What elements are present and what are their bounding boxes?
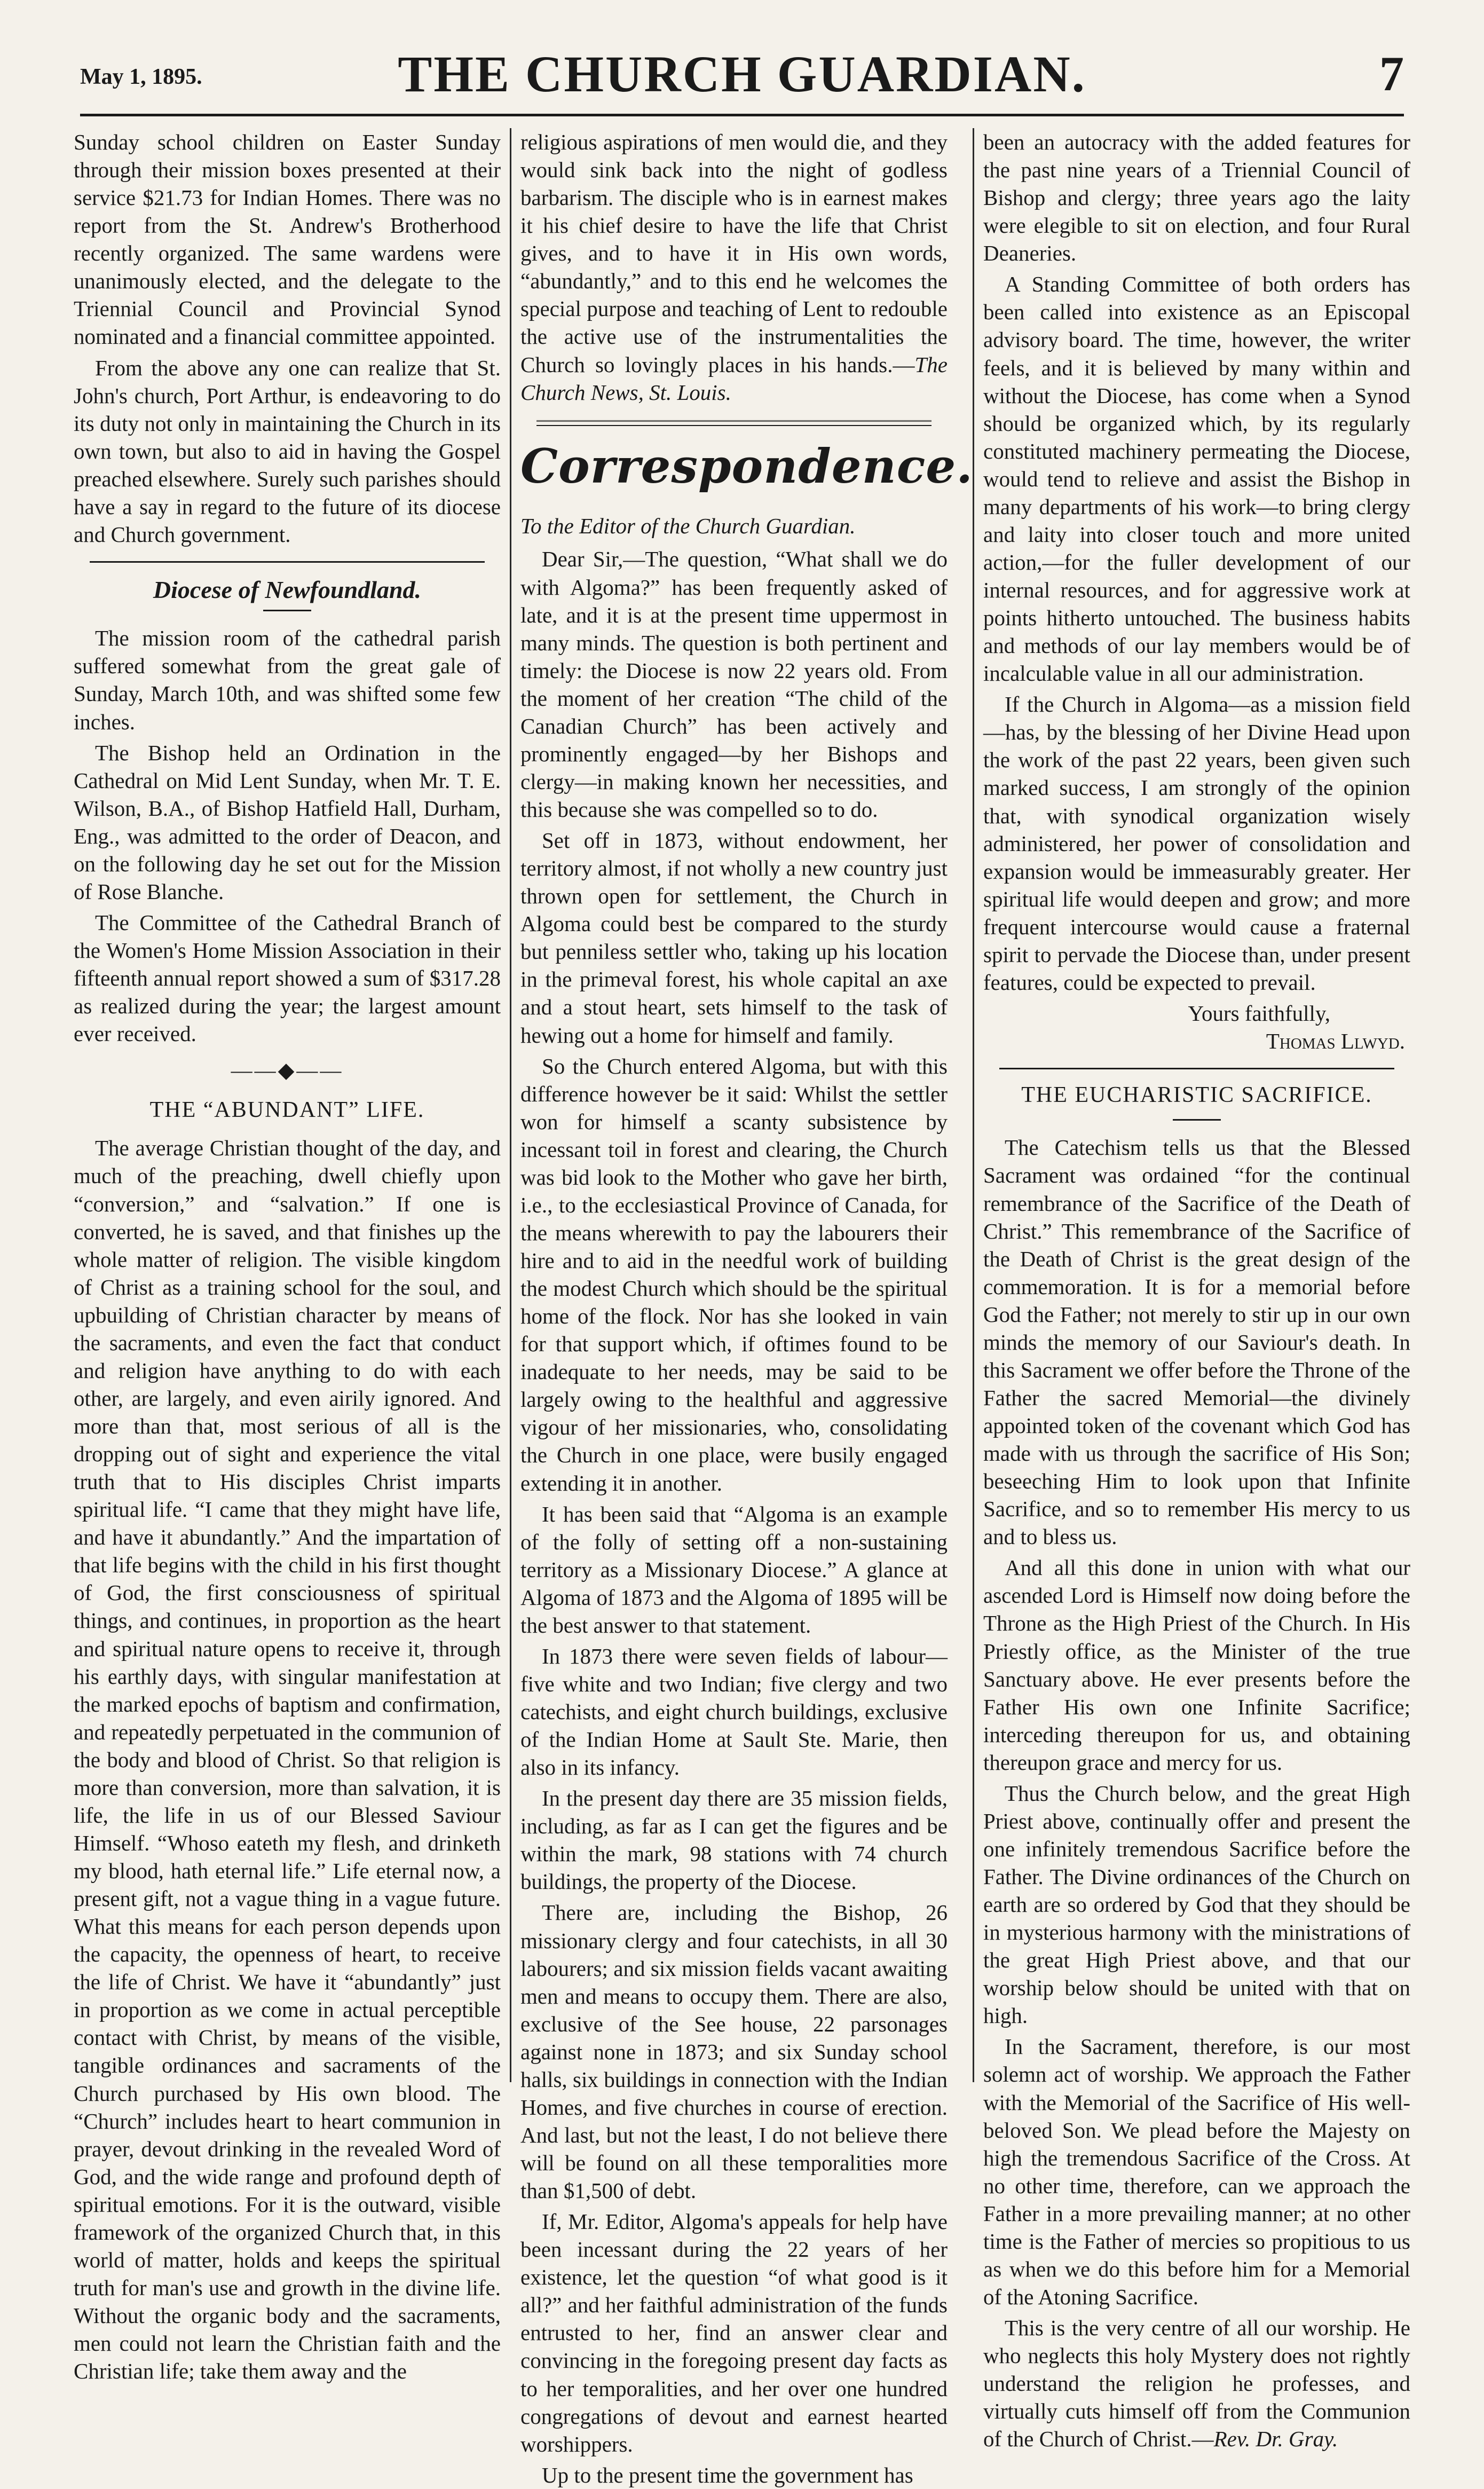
paragraph: In the Sacrament, therefore, is our most solemn act of worship. We approach the Father with the Memorial of the Sacrifice of His well-beloved Son. We plead before the Majesty on high the tremendous Sacrifice of the Cross. At no other time, therefore, can we approach the Father in a more prevailing manner; at no other time is the Father of mercies so propitious to us as when we do this before him for a Memorial of the Atoning Sacrifice.	[983, 2034, 1410, 2309]
source-attribution: The Church News, St. Louis.	[520, 352, 948, 405]
section-title-newfoundland: Diocese of Newfoundland.	[153, 576, 422, 603]
section-title-correspondence: Correspondence.	[520, 438, 973, 494]
paragraph: The Bishop held an Ordination in the Cathedral on Mid Lent Sunday, when Mr. T. E. Wilson, B.A., of Bishop Hatfield Hall, Durham, Eng., was admitted to the order of Deacon, and on the following day he set out for the Mission of Rose Blanche.	[74, 740, 501, 904]
section-rule	[90, 561, 485, 563]
column-2	[520, 128, 973, 2487]
paragraph: In the present day there are 35 mission fields, including, as far as I can get the figures and be within the mark, 98 stations with 74 church buildings, the property of the Diocese.	[520, 1786, 948, 1894]
paragraph	[520, 128, 948, 406]
paragraph: There are, including the Bishop, 26 missionary clergy and four catechists, in all 30 labourers; and six mission fields vacant awaiting men and means to occupy them. There are also, exclusive of the See house, 22 parsonages against none in 1873; and six Sunday school halls, six buildings in connection with the Indian Homes, and five churches in course of erection. And last, but not the least, I do not believe there will be found on all these temporalities more than $1,500 of debt.	[520, 1900, 948, 2203]
column-divider	[973, 128, 974, 2082]
paragraph: In 1873 there were seven fields of labour—five white and two Indian; five clergy and two catechists, and eight church buildings, exclusive of the Indian Home at Sault Ste. Marie, then also in its infancy.	[520, 1643, 948, 1780]
letter-signature: Thomas Llwyd.	[1266, 1029, 1405, 1053]
editor-address: To the Editor of the Church Guardian.	[520, 514, 856, 539]
paragraph: If the Church in Algoma—as a mission field—has, by the blessing of her Divine Head upon the work of the past 22 years, been given such marked success, I am strongly of the opinion that, with synodical organization wisely administered, her power of consolidation and expansion would be immeasurably greater. Her spiritual life would deepen and grow; and more frequent intercourse would cause a fraternal spirit to pervade the Diocese than, under present features, could be expected to prevail.	[983, 692, 1410, 995]
page-number: 7	[1379, 46, 1404, 101]
paragraph: And all this done in union with what our ascended Lord is Himself now doing before the Throne as the High Priest of the Church. In His Priestly office, as the Minister of the true Sanctuary above. He ever presents before the Father His own one Infinite Sacrifice; interceding thereupon for us, and obtaining thereupon grace and mercy for us.	[983, 1555, 1410, 1775]
paragraph: The Committee of the Cathedral Branch of the Women's Home Mission Association in their fifteenth annual report showed a sum of $317.28 as realized during the year; the largest amount ever received.	[74, 910, 501, 1046]
section-title-abundant-life: THE “ABUNDANT” LIFE.	[149, 1098, 425, 1123]
short-rule	[1173, 1119, 1221, 1121]
paragraph: Thus the Church below, and the great High Priest above, continually offer and present the one infinitely tremendous Sacrifice before the Father. The Divine ordinances of the Church on earth are so ordered by God that they should be in mysterious harmony with the ministrations of the great High Priest above, and that our worship below should be united with that on high.	[983, 1781, 1410, 2028]
paragraph: been an autocracy with the added features for the past nine years of a Triennial Council of Bishop and clergy; three years ago the laity were elegible to sit on election, and four Rural Deaneries.	[983, 130, 1410, 266]
paragraph: From the above any one can realize that St. John's church, Port Arthur, is endeavoring to do its duty not only in maintaining the Church in its own town, but also to aid in having the Gospel preached elsewhere. Surely such parishes should have a say in regard to the future of its diocese and Church government.	[74, 355, 501, 547]
letter-closing: Yours faithfully,	[1188, 1001, 1330, 1026]
paragraph: Dear Sir,—The question, “What shall we do with Algoma?” has been frequently asked of late, and it is at the present time uppermost in many minds. The question is both pertinent and timely: the Diocese is now 22 years old. From the moment of her creation “The child of the Canadian Church” has been actively and prominently engaged—by her Bishops and clergy—in making known her necessities, and this because she was compelled so to do.	[520, 547, 948, 822]
paragraph: So the Church entered Algoma, but with this difference however be it said: Whilst the settler won for himself a scanty subsistence by incessant toil in forest and clearing, the Church was bid look to the Mother who gave her birth, i.e., to the ecclesiastical Province of Canada, for the means wherewith to pay the labourers their hire and to aid in the needful work of building the modest Church which should be the spiritual home of the flock. Nor has she looked in vain for that support which, if oftimes found to be inadequate to her needs, may be said to be largely owing to the healthful and aggressive vigour of her missionaries, who, consolidating the Church in one place, were busily engaged extending it in another.	[520, 1053, 948, 1495]
paragraph: It has been said that “Algoma is an example of the folly of setting off a non-sustaining territory as a Missionary Diocese.” A glance at Algoma of 1873 and the Algoma of 1895 will be the best answer to that statement.	[520, 1501, 948, 1637]
paragraph: Sunday school children on Easter Sunday through their mission boxes presented at their service $21.73 for Indian Homes. There was no report from the St. Andrew's Brotherhood recently organized. The same wardens were unanimously elected, and the delegate to the Triennial Council and Provincial Synod nominated and a financial committee appointed.	[74, 130, 501, 349]
paragraph: Set off in 1873, without endowment, her territory almost, if not wholly a new country just thrown open for settlement, the Church in Algoma could best be compared to the sturdy but penniless settler who, taking up his location in the primeval forest, his whole capital an axe and a stout heart, sets himself to the task of hewing out a home for himself and family.	[520, 828, 948, 1047]
header-rule	[80, 114, 1404, 116]
column-1	[74, 128, 501, 2384]
section-title-eucharistic-sacrifice: THE EUCHARISTIC SACRIFICE.	[1021, 1083, 1372, 1108]
paragraph: A Standing Committee of both orders has been called into existence as an Episcopal advisory board. The time, however, the writer feels, and it is believed by many within and without the Diocese, has come when a Synod should be organized which, by its regularly constituted machinery permeating the Diocese, would tend to relieve and assist the Bishop in many departments of his work—to bring clergy and laity into closer touch and more united action,—for the fuller development of our internal resources, and for aggressive work at points hitherto untouched. The business habits and methods of our lay members would be of incalculable value in all our administration.	[983, 272, 1410, 686]
paragraph-text: This is the very centre of all our worship. He who neglects this holy Mystery does not rightly understand the religion he professes, and virtually cuts himself off from the Communion of the Church of Christ.—	[983, 2315, 1410, 2452]
paragraph: The average Christian thought of the day, and much of the preaching, dwell chiefly upon “conversion,” and “salvation.” If one is converted, he is saved, and that finishes up the whole matter of religion. The visible kingdom of Christ as a training school for the soul, and upbuilding of Christian character by means of the sacraments, and even the fact that conduct and religion have anything to do with each other, are largely, and even airily ignored. And more than that, most serious of all is the dropping out of sight and experience the vital truth that to His disciples Christ imparts spiritual life. “I came that they might have life, and have it abundantly.” And the impartation of that life begins with the child in his first thought of God, the first consciousness of spiritual things, and continues, in proportion as the heart and spiritual nature opens to receive it, through his earthly days, with singular manifestation at the marked epochs of baptism and confirmation, and repeatedly perpetuated in the communion of the body and blood of Christ. So that religion is more than conversion, more than salvation, it is life, the life in us of our Blessed Saviour Himself. “Whoso eateth my flesh, and drinketh my blood, hath eternal life.” Life eternal now, a present gift, not a vague thing in a vague future. What this means for each person depends upon the capacity, the openness of heart, to receive the life of Christ. We have it “abundantly” just in proportion as we come in actual perceptible contact with Christ, by means of the visible, tangible ordinances and sacraments of the Church purchased by His own blood. The “Church” includes heart to heart communion in prayer, devout drinking in the revealed Word of God, and the wide range and profound depth of spiritual emotions. For it is the outward, visible framework of the organized Church that, in this world of matter, holds and keeps the spiritual truth for man's use and growth in the divine life. Without the organic body and the sacraments, men could not learn the Christian faith and the Christian life; take them away and the	[74, 1136, 501, 2384]
paragraph: Up to the present time the government has	[542, 2462, 913, 2487]
short-rule	[263, 610, 311, 611]
section-rule	[999, 1068, 1394, 1069]
source-attribution: Rev. Dr. Gray.	[1213, 2427, 1338, 2452]
page-header	[80, 24, 1404, 104]
newspaper-title: THE CHURCH GUARDIAN.	[398, 45, 1086, 103]
section-rule	[536, 420, 932, 426]
paragraph: If, Mr. Editor, Algoma's appeals for help have been incessant during the 22 years of her existence, let the question “of what good is it all?” and her faithful administration of the funds entrusted to her, find an answer clear and convincing in the foregoing present day facts as to her temporalities, and her over one hundred congregations of devout and earnest hearted worshippers.	[520, 2209, 948, 2456]
column-divider	[510, 128, 511, 2082]
column-3	[983, 128, 1410, 2452]
paragraph: The Catechism tells us that the Blessed Sacrament was ordained “for the continual remembrance of the Sacrifice of the Death of Christ.” This remembrance of the Sacrifice of the Death of Christ is the great design of the commemoration. It is for a memorial before God the Father; not merely to stir up in our own minds the memory of our Saviour's death. In this Sacrament we offer before the Throne of the Father the sacred Memorial—the divinely appointed token of the covenant which God has made with us through the sacrifice of His Son; beseeching Him to look upon that Infinite Sacrifice, and so to remember His mercy to us and to bless us.	[983, 1135, 1410, 1549]
paragraph-text: religious aspirations of men would die, and they would sink back into the night of godless barbarism. The disciple who is in earnest makes it his chief desire to have the life that Christ gives, and to have it in His own words, “abundantly,” and to this end he welcomes the special purpose and teaching of Lent to redouble the active use of the instrumentalities the Church so lovingly places in his hands.—	[520, 130, 948, 377]
issue-date: May 1, 1895.	[80, 65, 202, 89]
paragraph: The mission room of the cathedral parish suffered somewhat from the great gale of Sunday, March 10th, and was shifted some few inches.	[74, 626, 501, 734]
ornament-divider: ——◆——	[231, 1058, 344, 1083]
paragraph	[983, 2314, 1410, 2453]
